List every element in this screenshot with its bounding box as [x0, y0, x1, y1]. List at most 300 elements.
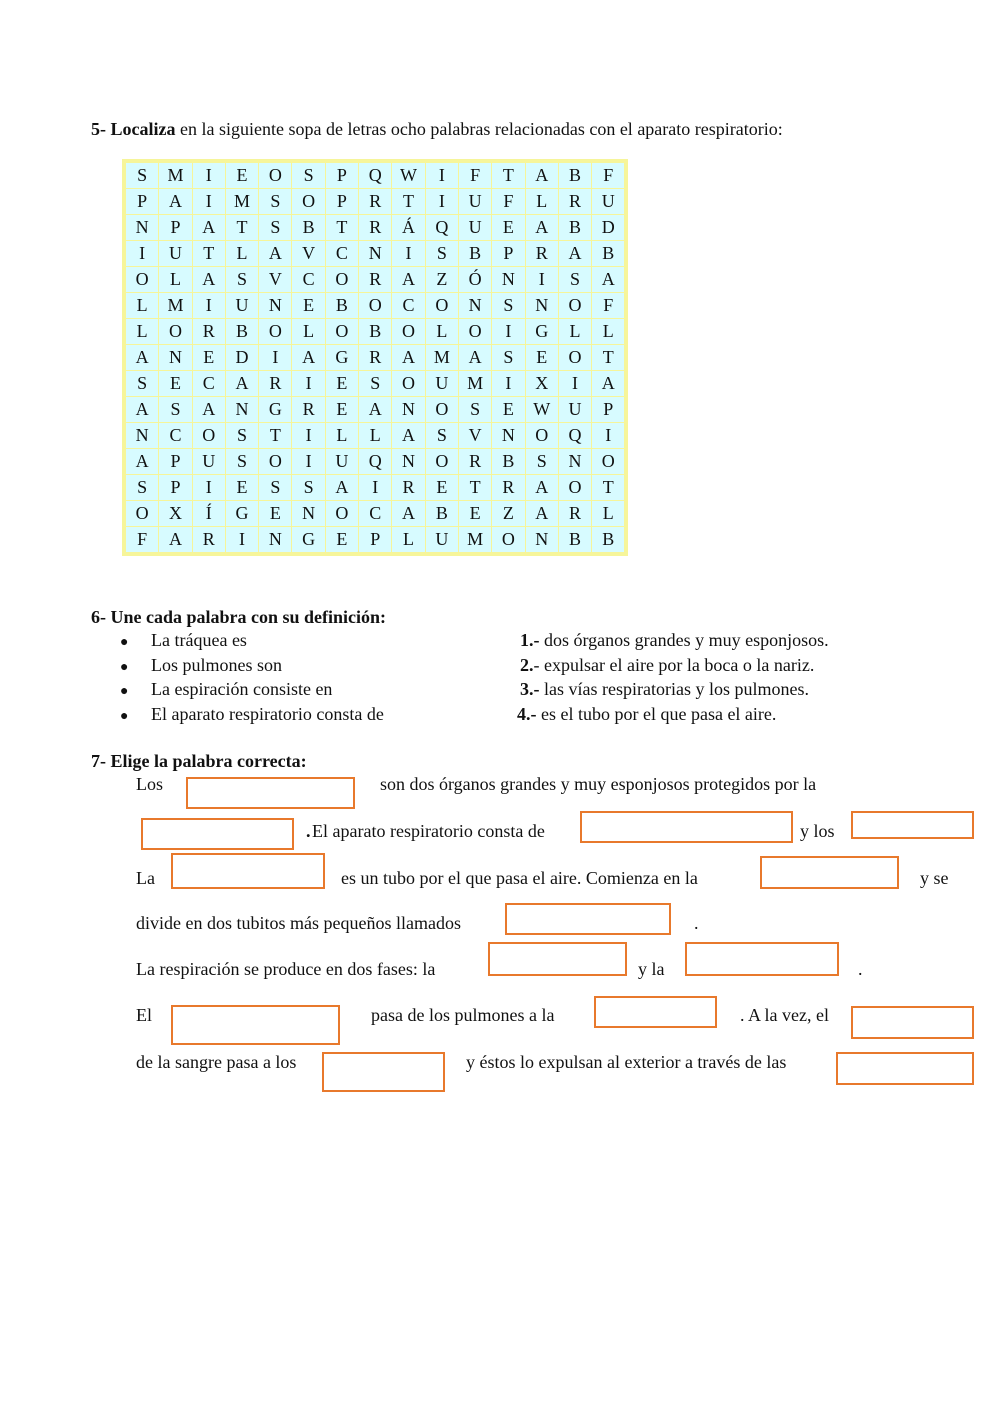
grid-cell[interactable]: A — [126, 397, 159, 423]
grid-cell[interactable]: P — [325, 163, 358, 189]
grid-cell[interactable]: T — [259, 423, 292, 449]
grid-cell[interactable]: N — [259, 293, 292, 319]
answer-box-2[interactable] — [141, 818, 294, 850]
grid-cell[interactable]: R — [359, 215, 392, 241]
grid-cell[interactable]: O — [325, 319, 358, 345]
left-item — [120, 704, 384, 725]
grid-cell[interactable]: E — [492, 397, 525, 423]
right-item — [520, 630, 829, 651]
grid-cell[interactable]: L — [359, 423, 392, 449]
grid-cell[interactable]: I — [558, 371, 591, 397]
grid-cell[interactable]: I — [292, 449, 325, 475]
section-5-instruction: en la siguiente sopa de letras ocho palabras relacionadas con el aparato respiratorio: — [180, 119, 783, 139]
grid-cell[interactable]: U — [458, 189, 491, 215]
answer-box-6[interactable] — [760, 856, 899, 889]
grid-cell[interactable]: M — [159, 293, 192, 319]
grid-cell[interactable]: O — [392, 371, 425, 397]
fill-text: y se — [920, 868, 949, 888]
grid-cell[interactable]: O — [259, 319, 292, 345]
fill-text: y éstos lo expulsan al exterior a través de las — [466, 1052, 787, 1072]
grid-cell[interactable]: N — [126, 423, 159, 449]
grid-cell[interactable]: L — [126, 319, 159, 345]
grid-cell[interactable]: O — [558, 475, 591, 501]
grid-cell[interactable]: A — [325, 475, 358, 501]
grid-cell[interactable]: O — [492, 527, 525, 553]
fill-text: divide en dos tubitos más pequeños llamados — [136, 913, 461, 933]
grid-cell[interactable]: N — [492, 267, 525, 293]
grid-cell[interactable]: I — [292, 371, 325, 397]
left-item — [120, 655, 283, 676]
grid-cell[interactable]: P — [126, 189, 159, 215]
right-item-number: 2. — [520, 655, 534, 675]
answer-box-5[interactable] — [171, 853, 325, 889]
grid-cell[interactable]: T — [492, 163, 525, 189]
grid-cell[interactable]: I — [192, 475, 225, 501]
answer-box-9[interactable] — [685, 942, 839, 976]
grid-cell[interactable]: S — [425, 423, 458, 449]
grid-cell[interactable]: M — [458, 371, 491, 397]
grid-cell[interactable]: Í — [192, 501, 225, 527]
grid-cell[interactable]: M — [425, 345, 458, 371]
grid-cell[interactable]: S — [259, 189, 292, 215]
grid-cell[interactable]: P — [159, 475, 192, 501]
grid-cell[interactable]: S — [492, 293, 525, 319]
grid-row — [126, 449, 625, 475]
grid-cell[interactable]: R — [259, 371, 292, 397]
answer-box-13[interactable] — [322, 1052, 445, 1092]
grid-cell[interactable]: E — [458, 501, 491, 527]
grid-row — [126, 397, 625, 423]
grid-cell[interactable]: P — [592, 397, 625, 423]
grid-cell[interactable]: O — [192, 423, 225, 449]
fill-text: pasa de los pulmones a la — [371, 1005, 555, 1025]
grid-cell[interactable]: S — [292, 475, 325, 501]
grid-cell[interactable]: N — [292, 501, 325, 527]
left-item — [120, 630, 247, 651]
grid-row — [126, 371, 625, 397]
grid-row — [126, 475, 625, 501]
grid-cell[interactable]: D — [225, 345, 258, 371]
grid-cell[interactable]: A — [558, 241, 591, 267]
grid-cell[interactable]: A — [292, 345, 325, 371]
grid-cell[interactable]: E — [225, 475, 258, 501]
bullet-icon: ● — [120, 635, 129, 650]
grid-cell[interactable]: Z — [425, 267, 458, 293]
grid-cell[interactable]: A — [359, 397, 392, 423]
bullet-icon: ● — [120, 709, 129, 724]
grid-cell[interactable]: S — [225, 449, 258, 475]
grid-cell[interactable]: I — [225, 527, 258, 553]
grid-cell[interactable]: N — [492, 423, 525, 449]
grid-cell[interactable]: S — [525, 449, 558, 475]
grid-cell[interactable]: C — [325, 241, 358, 267]
grid-cell[interactable]: W — [525, 397, 558, 423]
grid-cell[interactable]: M — [225, 189, 258, 215]
answer-box-12[interactable] — [851, 1006, 974, 1039]
grid-cell[interactable]: R — [558, 501, 591, 527]
grid-cell[interactable]: O — [558, 345, 591, 371]
grid-cell[interactable]: A — [392, 501, 425, 527]
right-item-text: - expulsar el aire por la boca o la nariz. — [533, 655, 815, 675]
grid-cell[interactable]: U — [192, 449, 225, 475]
grid-cell[interactable]: S — [126, 163, 159, 189]
grid-cell[interactable]: A — [392, 345, 425, 371]
grid-cell[interactable]: O — [126, 267, 159, 293]
grid-cell[interactable]: F — [458, 163, 491, 189]
section-5-heading — [91, 119, 783, 140]
grid-cell[interactable]: L — [159, 267, 192, 293]
grid-cell[interactable]: R — [558, 189, 591, 215]
section-7-heading: 7- Elige la palabra correcta: — [91, 751, 307, 771]
grid-row — [126, 293, 625, 319]
grid-cell[interactable]: S — [359, 371, 392, 397]
grid-cell[interactable]: R — [359, 345, 392, 371]
grid-row — [126, 501, 625, 527]
grid-row — [126, 527, 625, 553]
grid-cell[interactable]: Q — [359, 449, 392, 475]
grid-cell[interactable]: A — [159, 527, 192, 553]
grid-cell[interactable]: O — [425, 293, 458, 319]
grid-cell[interactable]: O — [425, 397, 458, 423]
grid-cell[interactable]: S — [458, 397, 491, 423]
answer-box-14[interactable] — [836, 1052, 974, 1085]
right-item-text: es el tubo por el que pasa el aire. — [536, 704, 777, 724]
grid-cell[interactable]: L — [325, 423, 358, 449]
grid-cell[interactable]: T — [325, 215, 358, 241]
grid-cell[interactable]: N — [392, 449, 425, 475]
right-item — [520, 655, 814, 676]
grid-cell[interactable]: Á — [392, 215, 425, 241]
grid-cell[interactable]: B — [225, 319, 258, 345]
grid-cell[interactable]: S — [225, 267, 258, 293]
answer-box-7[interactable] — [505, 903, 671, 935]
answer-box-3[interactable] — [580, 811, 793, 843]
section-5-keyword: Localiza — [110, 119, 176, 139]
grid-cell[interactable]: R — [392, 475, 425, 501]
grid-cell[interactable]: I — [292, 423, 325, 449]
grid-cell[interactable]: A — [159, 189, 192, 215]
grid-cell[interactable]: F — [126, 527, 159, 553]
grid-cell[interactable]: S — [425, 241, 458, 267]
grid-cell[interactable]: R — [292, 397, 325, 423]
fill-text: es un tubo por el que pasa el aire. Comienza en la — [341, 868, 698, 888]
grid-cell[interactable]: I — [126, 241, 159, 267]
grid-cell[interactable]: E — [259, 501, 292, 527]
bullet-icon: ● — [120, 660, 129, 675]
grid-cell[interactable]: T — [225, 215, 258, 241]
grid-cell[interactable]: I — [425, 163, 458, 189]
grid-cell[interactable]: I — [592, 423, 625, 449]
grid-cell[interactable]: O — [592, 449, 625, 475]
grid-cell[interactable]: U — [592, 189, 625, 215]
right-item-text: las vías respiratorias y los pulmones. — [539, 679, 809, 699]
grid-cell[interactable]: M — [159, 163, 192, 189]
grid-cell[interactable]: O — [458, 319, 491, 345]
grid-cell[interactable]: I — [259, 345, 292, 371]
grid-cell[interactable]: R — [359, 189, 392, 215]
grid-cell[interactable]: N — [359, 241, 392, 267]
grid-cell[interactable]: G — [525, 319, 558, 345]
grid-cell[interactable]: Q — [425, 215, 458, 241]
grid-cell[interactable]: T — [458, 475, 491, 501]
grid-cell[interactable]: D — [592, 215, 625, 241]
grid-cell[interactable]: A — [525, 215, 558, 241]
grid-cell[interactable]: N — [392, 397, 425, 423]
grid-cell[interactable]: P — [325, 189, 358, 215]
grid-cell[interactable]: A — [126, 449, 159, 475]
grid-cell[interactable]: N — [525, 527, 558, 553]
grid-cell[interactable]: E — [325, 527, 358, 553]
grid-cell[interactable]: R — [359, 267, 392, 293]
grid-cell[interactable]: B — [592, 241, 625, 267]
grid-cell[interactable]: I — [525, 267, 558, 293]
grid-cell[interactable]: S — [492, 345, 525, 371]
left-item-text: La tráquea es — [151, 630, 247, 650]
fill-text: La — [136, 868, 155, 888]
grid-cell[interactable]: I — [392, 241, 425, 267]
grid-cell[interactable]: B — [458, 241, 491, 267]
grid-cell[interactable]: P — [159, 449, 192, 475]
grid-cell[interactable]: I — [359, 475, 392, 501]
grid-cell[interactable]: Q — [359, 163, 392, 189]
grid-cell[interactable]: A — [259, 241, 292, 267]
grid-cell[interactable]: E — [325, 397, 358, 423]
grid-cell[interactable]: B — [425, 501, 458, 527]
grid-cell[interactable]: L — [392, 527, 425, 553]
grid-cell[interactable]: L — [592, 319, 625, 345]
grid-cell[interactable]: U — [425, 527, 458, 553]
grid-cell[interactable]: R — [492, 475, 525, 501]
grid-cell[interactable]: V — [292, 241, 325, 267]
grid-cell[interactable]: P — [492, 241, 525, 267]
grid-cell[interactable]: O — [392, 319, 425, 345]
grid-cell[interactable]: S — [558, 267, 591, 293]
grid-cell[interactable]: A — [225, 371, 258, 397]
grid-cell[interactable]: A — [525, 501, 558, 527]
grid-cell[interactable]: U — [225, 293, 258, 319]
grid-cell[interactable]: U — [325, 449, 358, 475]
grid-cell[interactable]: E — [192, 345, 225, 371]
grid-cell[interactable]: C — [292, 267, 325, 293]
grid-cell[interactable]: L — [558, 319, 591, 345]
grid-cell[interactable]: N — [558, 449, 591, 475]
grid-cell[interactable]: V — [259, 267, 292, 293]
grid-cell[interactable]: R — [192, 527, 225, 553]
grid-cell[interactable]: E — [425, 475, 458, 501]
left-item-text: La espiración consiste en — [151, 679, 333, 699]
grid-cell[interactable]: B — [492, 449, 525, 475]
grid-cell[interactable]: L — [126, 293, 159, 319]
grid-cell[interactable]: S — [159, 397, 192, 423]
grid-cell[interactable]: U — [425, 371, 458, 397]
grid-row — [126, 215, 625, 241]
grid-cell[interactable]: L — [225, 241, 258, 267]
grid-cell[interactable]: N — [259, 527, 292, 553]
fill-text: y la — [638, 959, 665, 979]
grid-cell[interactable]: Z — [492, 501, 525, 527]
grid-cell[interactable]: B — [592, 527, 625, 553]
grid-cell[interactable]: B — [558, 163, 591, 189]
fill-text: . A la vez, el — [740, 1005, 829, 1025]
fill-text: La respiración se produce en dos fases: la — [136, 959, 436, 979]
grid-cell[interactable]: B — [292, 215, 325, 241]
grid-row — [126, 423, 625, 449]
grid-cell[interactable]: I — [192, 163, 225, 189]
grid-cell[interactable]: B — [359, 319, 392, 345]
grid-cell[interactable]: S — [126, 371, 159, 397]
grid-cell[interactable]: R — [458, 449, 491, 475]
fill-text: El aparato respiratorio consta de — [312, 821, 545, 841]
grid-cell[interactable]: P — [359, 527, 392, 553]
grid-cell[interactable]: O — [259, 163, 292, 189]
grid-cell[interactable]: I — [425, 189, 458, 215]
grid-cell[interactable]: A — [126, 345, 159, 371]
grid-cell[interactable]: L — [425, 319, 458, 345]
grid-cell[interactable]: X — [159, 501, 192, 527]
grid-cell[interactable]: O — [325, 501, 358, 527]
grid-cell[interactable]: O — [525, 423, 558, 449]
grid-cell[interactable]: V — [458, 423, 491, 449]
left-item-text: Los pulmones son — [151, 655, 283, 675]
grid-cell[interactable]: A — [392, 423, 425, 449]
answer-box-4[interactable] — [851, 811, 974, 839]
left-item — [120, 679, 333, 700]
grid-cell[interactable]: B — [558, 527, 591, 553]
grid-cell[interactable]: A — [458, 345, 491, 371]
grid-cell[interactable]: F — [492, 189, 525, 215]
right-item-number: 1.- — [520, 630, 540, 650]
grid-cell[interactable]: G — [225, 501, 258, 527]
grid-cell[interactable]: N — [126, 215, 159, 241]
grid-cell[interactable]: I — [192, 293, 225, 319]
grid-cell[interactable]: N — [225, 397, 258, 423]
grid-cell[interactable]: E — [225, 163, 258, 189]
grid-row — [126, 267, 625, 293]
grid-cell[interactable]: O — [325, 267, 358, 293]
grid-cell[interactable]: B — [325, 293, 358, 319]
grid-cell[interactable]: U — [458, 215, 491, 241]
right-item-text: dos órganos grandes y muy esponjosos. — [539, 630, 829, 650]
grid-cell[interactable]: F — [592, 163, 625, 189]
right-item — [517, 704, 776, 725]
fill-text: . — [694, 913, 699, 933]
grid-cell[interactable]: L — [525, 189, 558, 215]
grid-cell[interactable]: S — [292, 163, 325, 189]
grid-cell[interactable]: A — [392, 267, 425, 293]
grid-cell[interactable]: N — [458, 293, 491, 319]
grid-cell[interactable]: R — [192, 319, 225, 345]
grid-cell[interactable]: E — [325, 371, 358, 397]
grid-cell[interactable]: A — [525, 475, 558, 501]
grid-cell[interactable]: U — [159, 241, 192, 267]
grid-cell[interactable]: A — [192, 267, 225, 293]
grid-cell[interactable]: E — [159, 371, 192, 397]
fill-text: de la sangre pasa a los — [136, 1052, 297, 1072]
fill-text: El — [136, 1005, 152, 1025]
grid-row — [126, 241, 625, 267]
fill-text: son dos órganos grandes y muy esponjosos protegidos por la — [380, 774, 817, 794]
grid-cell[interactable]: S — [259, 475, 292, 501]
grid-cell[interactable]: A — [525, 163, 558, 189]
grid-cell[interactable]: T — [592, 475, 625, 501]
grid-cell[interactable]: N — [159, 345, 192, 371]
grid-cell[interactable]: L — [292, 319, 325, 345]
grid-cell[interactable]: N — [525, 293, 558, 319]
section-5-number: 5- — [91, 119, 106, 139]
grid-cell[interactable]: O — [159, 319, 192, 345]
answer-box-11[interactable] — [594, 996, 717, 1028]
grid-cell[interactable]: C — [392, 293, 425, 319]
fill-text: Los — [136, 774, 163, 794]
grid-cell[interactable]: T — [392, 189, 425, 215]
answer-box-8[interactable] — [488, 942, 627, 976]
grid-cell[interactable]: M — [458, 527, 491, 553]
section-6-heading: 6- Une cada palabra con su definición: — [91, 607, 387, 627]
grid-cell[interactable]: A — [592, 371, 625, 397]
grid-cell[interactable]: G — [292, 527, 325, 553]
grid-cell[interactable]: S — [259, 215, 292, 241]
grid-cell[interactable]: I — [492, 371, 525, 397]
right-item — [520, 679, 809, 700]
right-item-number: 4.- — [517, 704, 537, 724]
grid-cell[interactable]: E — [292, 293, 325, 319]
grid-cell[interactable]: G — [259, 397, 292, 423]
grid-cell[interactable]: I — [492, 319, 525, 345]
bullet-icon: ● — [120, 684, 129, 699]
grid-cell[interactable]: B — [558, 215, 591, 241]
grid-cell[interactable]: W — [392, 163, 425, 189]
grid-cell[interactable]: O — [359, 293, 392, 319]
grid-cell[interactable]: A — [192, 397, 225, 423]
grid-cell[interactable]: U — [558, 397, 591, 423]
grid-row — [126, 319, 625, 345]
grid-cell[interactable]: R — [525, 241, 558, 267]
grid-cell[interactable]: A — [592, 267, 625, 293]
grid-cell[interactable]: C — [159, 423, 192, 449]
grid-cell[interactable]: O — [126, 501, 159, 527]
left-item-text: El aparato respiratorio consta de — [151, 704, 384, 724]
grid-cell[interactable]: Ó — [458, 267, 491, 293]
grid-cell[interactable]: O — [558, 293, 591, 319]
grid-cell[interactable]: T — [592, 345, 625, 371]
grid-cell[interactable]: I — [192, 189, 225, 215]
fill-text: y los — [800, 821, 835, 841]
answer-box-1[interactable] — [186, 777, 355, 809]
grid-cell[interactable]: P — [159, 215, 192, 241]
grid-cell[interactable]: S — [225, 423, 258, 449]
grid-cell[interactable]: O — [292, 189, 325, 215]
grid-cell[interactable]: T — [192, 241, 225, 267]
grid-cell[interactable]: L — [592, 501, 625, 527]
fill-text: . — [858, 959, 863, 979]
right-item-number: 3.- — [520, 679, 540, 699]
grid-cell[interactable]: C — [192, 371, 225, 397]
answer-box-10[interactable] — [171, 1005, 340, 1045]
fill-text: . — [306, 821, 311, 841]
grid-cell[interactable]: E — [492, 215, 525, 241]
grid-cell[interactable]: C — [359, 501, 392, 527]
grid-cell[interactable]: X — [525, 371, 558, 397]
grid-cell[interactable]: F — [592, 293, 625, 319]
grid-cell[interactable]: O — [425, 449, 458, 475]
grid-cell[interactable]: E — [525, 345, 558, 371]
grid-row — [126, 189, 625, 215]
grid-cell[interactable]: O — [259, 449, 292, 475]
grid-cell[interactable]: G — [325, 345, 358, 371]
grid-cell[interactable]: Q — [558, 423, 591, 449]
grid-cell[interactable]: A — [192, 215, 225, 241]
grid-cell[interactable]: S — [126, 475, 159, 501]
